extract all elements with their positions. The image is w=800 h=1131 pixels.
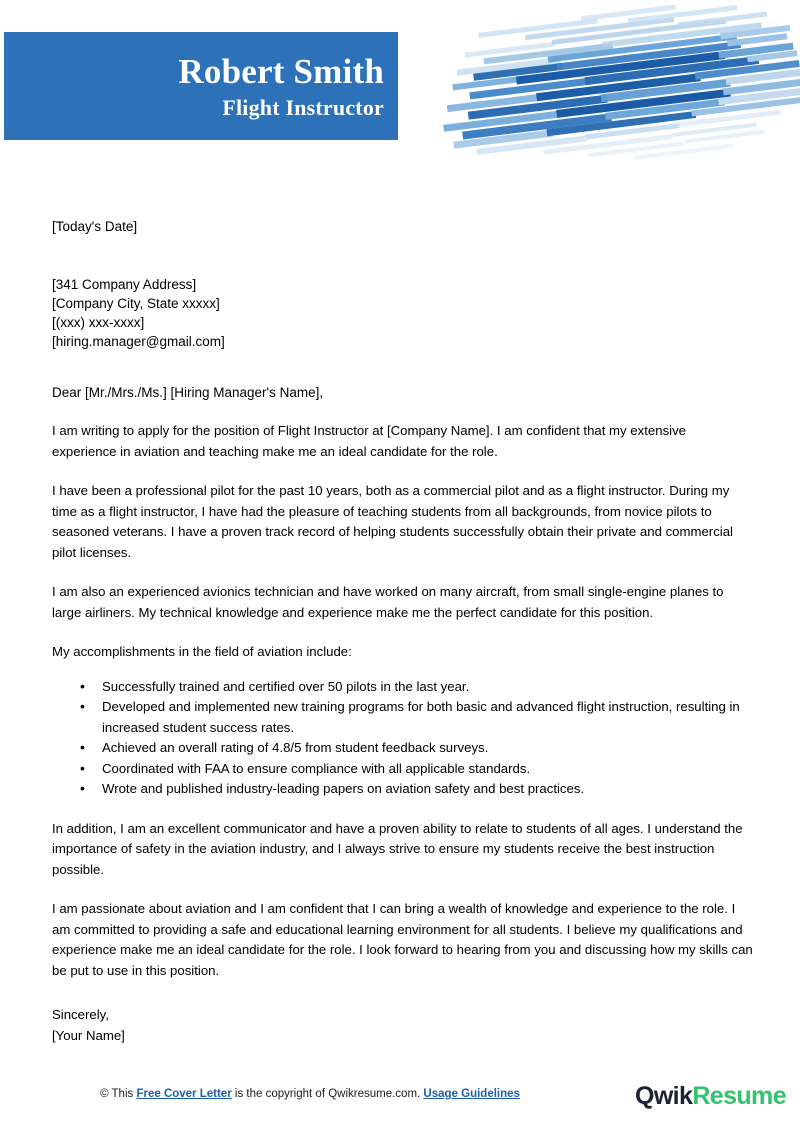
copyright-notice	[0, 1087, 620, 1102]
paragraph-intro: I am writing to apply for the position of Flight Instructor at [Company Name]. I am confident that my extensive experience in aviation and teaching make me an ideal candidate for the role.	[52, 423, 687, 459]
signoff-text: Sincerely,	[52, 1007, 109, 1022]
list-item: • Coordinated with FAA to ensure compliance with all applicable standards.	[52, 759, 754, 780]
abstract-blue-streaks-graphic	[440, 0, 800, 176]
signature-name: [Your Name]	[52, 1027, 125, 1043]
candidate-name: Robert Smith	[178, 52, 384, 91]
paragraph-closing: I am passionate about aviation and I am confident that I can bring a wealth of knowledge and experience to the role. I am committed to providing a safe and educational learning environment for all students. I believe my qualifications and experience make me an ideal candidate for the role. I look forward to hearing from you and discussing how my skills can be put to use in this position.	[52, 901, 753, 978]
address-line: [hiring.manager@gmail.com]	[52, 334, 225, 349]
accomplishments-list	[52, 677, 754, 800]
paragraph-experience: I have been a professional pilot for the past 10 years, both as a commercial pilot and as a flight instructor. During my time as a flight instructor, I have had the pleasure of teaching students from all backgrounds, from novice pilots to seasoned veterans. I have a proven track record of helping students successfully obtain their private and commercial pilot licenses.	[52, 483, 733, 560]
free-cover-letter-link[interactable]: Free Cover Letter	[136, 1088, 232, 1100]
document-header	[0, 0, 800, 176]
candidate-role: Flight Instructor	[222, 95, 384, 120]
qwikresume-logo[interactable]	[635, 1081, 786, 1111]
list-item: • Developed and implemented new training programs for both basic and advanced flight instruction, resulting in increased student success rates.	[52, 697, 754, 738]
logo-text-qwik: Qwik	[634, 1082, 693, 1110]
paragraph-avionics: I am also an experienced avionics technician and have worked on many aircraft, from small single-engine planes to large airliners. My technical knowledge and experience make me the perfect candidate for this position.	[52, 584, 724, 620]
recipient-address-block	[52, 275, 754, 351]
address-line: [(xxx) xxx-xxxx]	[52, 315, 145, 330]
list-item: • Wrote and published industry-leading papers on aviation safety and best practices.	[52, 779, 754, 800]
copyright-middle: is the copyright of Qwikresume.com.	[231, 1088, 424, 1100]
accomplishments-intro: My accomplishments in the field of aviation include:	[52, 644, 352, 659]
date-line: [Today's Date]	[52, 219, 138, 234]
list-item: • Achieved an overall rating of 4.8/5 from student feedback surveys.	[52, 738, 754, 759]
salutation: Dear [Mr./Mrs./Ms.] [Hiring Manager's Name],	[52, 385, 324, 400]
paragraph-communication: In addition, I am an excellent communicator and have a proven ability to relate to students of all ages. I understand the importance of safety in the aviation industry, and I always strive to ensure my students receive the best instruction possible.	[52, 820, 743, 877]
document-footer	[0, 1069, 800, 1131]
address-line: [Company City, State xxxxx]	[52, 296, 220, 311]
copyright-prefix: © This	[100, 1088, 137, 1100]
letter-body	[0, 176, 800, 1046]
list-item: • Successfully trained and certified over 50 pilots in the last year.	[52, 677, 754, 698]
signoff-block	[52, 1005, 754, 1046]
usage-guidelines-link[interactable]: Usage Guidelines	[423, 1088, 520, 1100]
address-line: [341 Company Address]	[52, 277, 197, 292]
logo-text-resume: Resume	[692, 1082, 786, 1110]
name-banner	[4, 32, 398, 140]
